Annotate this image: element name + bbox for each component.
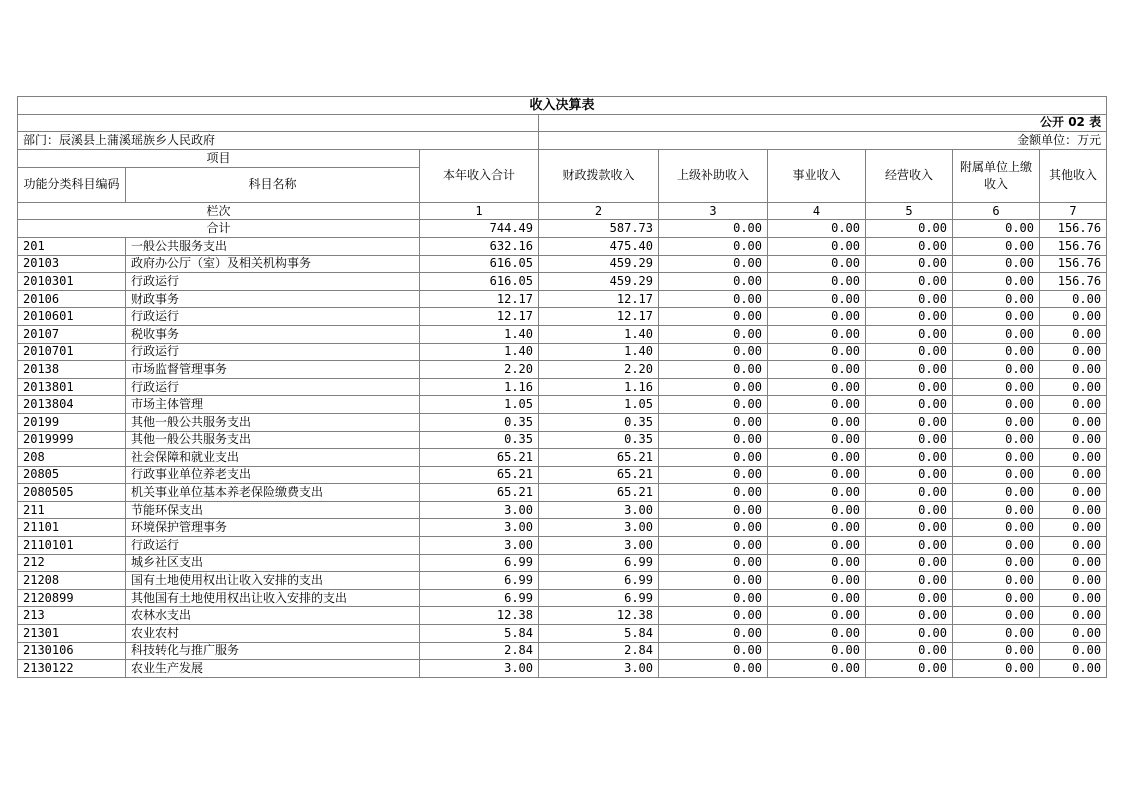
amount-cell: 0.00 [866,361,953,379]
table-row [18,396,1107,414]
subject-name-cell: 市场监督管理事务 [126,361,420,379]
func-code-cell: 2019999 [18,431,126,449]
total-value: 0.00 [768,220,866,238]
amount-cell: 0.00 [866,237,953,255]
table-row [18,501,1107,519]
table-row [18,361,1107,379]
amount-cell: 0.00 [866,413,953,431]
amount-cell: 0.00 [866,396,953,414]
amount-cell: 0.00 [768,325,866,343]
amount-cell: 0.00 [953,290,1040,308]
blank-cell [18,114,539,132]
column-header: 附属单位上缴收入 [953,149,1040,202]
amount-cell: 0.00 [768,361,866,379]
form-number: 公开 02 表 [539,114,1107,132]
amount-cell: 0.00 [659,378,768,396]
amount-cell: 0.00 [768,413,866,431]
amount-cell: 0.00 [1040,572,1107,590]
amount-cell: 2.84 [539,642,659,660]
amount-cell: 0.00 [768,466,866,484]
seq-label: 栏次 [18,202,420,220]
amount-cell: 0.00 [768,625,866,643]
subject-name-cell: 机关事业单位基本养老保险缴费支出 [126,484,420,502]
func-code-cell: 20138 [18,361,126,379]
table-row [18,607,1107,625]
amount-cell: 0.00 [768,290,866,308]
amount-cell: 0.00 [866,642,953,660]
table-row [18,255,1107,273]
func-code-cell: 20107 [18,325,126,343]
func-code-cell: 2010701 [18,343,126,361]
table-row [18,589,1107,607]
amount-cell: 156.76 [1040,237,1107,255]
subject-name-cell: 行政事业单位养老支出 [126,466,420,484]
total-value: 0.00 [866,220,953,238]
amount-cell: 0.00 [1040,554,1107,572]
func-code-cell: 2013804 [18,396,126,414]
amount-cell: 0.00 [768,519,866,537]
amount-cell: 0.00 [768,554,866,572]
subject-name-cell: 行政运行 [126,378,420,396]
subject-name-cell: 农业生产发展 [126,660,420,678]
amount-cell: 0.00 [866,255,953,273]
func-code-cell: 212 [18,554,126,572]
func-code-cell: 211 [18,501,126,519]
amount-cell: 0.00 [953,484,1040,502]
amount-cell: 0.00 [659,308,768,326]
amount-unit-label: 金额单位：万元 [539,132,1107,150]
amount-cell: 1.16 [539,378,659,396]
subject-name-cell: 其他一般公共服务支出 [126,431,420,449]
func-code-cell: 21101 [18,519,126,537]
seq-number: 1 [420,202,539,220]
amount-cell: 3.00 [420,501,539,519]
item-header: 项目 [18,149,420,167]
table-row [18,484,1107,502]
total-label: 合计 [18,220,420,238]
amount-cell: 1.40 [420,325,539,343]
amount-cell: 0.00 [659,484,768,502]
amount-cell: 0.00 [659,537,768,555]
amount-cell: 0.00 [1040,396,1107,414]
amount-cell: 3.00 [539,519,659,537]
table-row [18,519,1107,537]
amount-cell: 12.17 [539,290,659,308]
amount-cell: 0.00 [953,361,1040,379]
amount-cell: 0.00 [953,607,1040,625]
amount-cell: 0.00 [953,554,1040,572]
amount-cell: 0.00 [1040,308,1107,326]
amount-cell: 6.99 [420,572,539,590]
amount-cell: 0.00 [1040,466,1107,484]
amount-cell: 3.00 [539,537,659,555]
amount-cell: 0.00 [768,501,866,519]
amount-cell: 12.38 [420,607,539,625]
seq-number: 7 [1040,202,1107,220]
amount-cell: 0.00 [768,255,866,273]
amount-cell: 0.00 [866,290,953,308]
table-row [18,466,1107,484]
amount-cell: 0.00 [659,501,768,519]
dept-row [18,132,1107,150]
total-value: 0.00 [659,220,768,238]
func-code-cell: 2010601 [18,308,126,326]
amount-cell: 459.29 [539,273,659,291]
amount-cell: 0.00 [1040,484,1107,502]
total-value: 156.76 [1040,220,1107,238]
table-row [18,572,1107,590]
amount-cell: 0.00 [953,537,1040,555]
subject-name-cell: 其他国有土地使用权出让收入安排的支出 [126,589,420,607]
amount-cell: 1.05 [539,396,659,414]
amount-cell: 6.99 [539,572,659,590]
amount-cell: 12.17 [539,308,659,326]
amount-cell: 0.00 [953,273,1040,291]
amount-cell: 6.99 [539,589,659,607]
func-code-cell: 20805 [18,466,126,484]
amount-cell: 0.00 [953,431,1040,449]
amount-cell: 0.00 [768,572,866,590]
table-row [18,431,1107,449]
amount-cell: 156.76 [1040,255,1107,273]
income-statement-table [17,96,1107,678]
amount-cell: 0.00 [659,396,768,414]
amount-cell: 0.00 [953,501,1040,519]
func-code-cell: 2120899 [18,589,126,607]
amount-cell: 0.35 [420,413,539,431]
header-row-1 [18,149,1107,167]
amount-cell: 0.00 [953,642,1040,660]
subject-name-cell: 行政运行 [126,343,420,361]
column-header: 财政拨款收入 [539,149,659,202]
amount-cell: 6.99 [539,554,659,572]
func-code-cell: 213 [18,607,126,625]
column-header: 其他收入 [1040,149,1107,202]
amount-cell: 0.00 [659,572,768,590]
amount-cell: 1.16 [420,378,539,396]
amount-cell: 0.00 [866,308,953,326]
amount-cell: 3.00 [420,537,539,555]
amount-cell: 0.00 [659,255,768,273]
total-value: 587.73 [539,220,659,238]
subject-name-cell: 其他一般公共服务支出 [126,413,420,431]
amount-cell: 0.00 [866,449,953,467]
amount-cell: 0.00 [1040,607,1107,625]
column-header: 事业收入 [768,149,866,202]
amount-cell: 0.00 [866,589,953,607]
amount-cell: 0.00 [953,660,1040,678]
seq-number: 4 [768,202,866,220]
amount-cell: 1.40 [420,343,539,361]
amount-cell: 0.00 [768,484,866,502]
subject-name-cell: 节能环保支出 [126,501,420,519]
amount-cell: 0.00 [953,625,1040,643]
amount-cell: 0.00 [953,378,1040,396]
amount-cell: 0.00 [1040,343,1107,361]
subject-name-cell: 市场主体管理 [126,396,420,414]
func-code-cell: 2013801 [18,378,126,396]
func-code-cell: 20106 [18,290,126,308]
amount-cell: 0.00 [953,237,1040,255]
amount-cell: 12.38 [539,607,659,625]
subject-name-cell: 一般公共服务支出 [126,237,420,255]
subject-name-cell: 国有土地使用权出让收入安排的支出 [126,572,420,590]
amount-cell: 65.21 [420,484,539,502]
seq-number: 3 [659,202,768,220]
amount-cell: 0.00 [866,607,953,625]
amount-cell: 0.00 [659,237,768,255]
func-code-cell: 21301 [18,625,126,643]
seq-number: 6 [953,202,1040,220]
amount-cell: 475.40 [539,237,659,255]
amount-cell: 0.35 [539,413,659,431]
total-value: 0.00 [953,220,1040,238]
subject-name-cell: 财政事务 [126,290,420,308]
amount-cell: 0.00 [953,413,1040,431]
amount-cell: 0.00 [1040,431,1107,449]
amount-cell: 0.00 [1040,413,1107,431]
func-code-cell: 2130106 [18,642,126,660]
amount-cell: 0.00 [659,466,768,484]
amount-cell: 0.00 [1040,449,1107,467]
amount-cell: 0.00 [953,589,1040,607]
subject-name-cell: 行政运行 [126,537,420,555]
func-code-cell: 2110101 [18,537,126,555]
amount-cell: 0.00 [1040,519,1107,537]
func-code-cell: 21208 [18,572,126,590]
amount-cell: 0.00 [866,660,953,678]
amount-cell: 0.00 [768,378,866,396]
amount-cell: 0.00 [1040,501,1107,519]
subject-name-cell: 农业农村 [126,625,420,643]
subject-name-cell: 政府办公厅（室）及相关机构事务 [126,255,420,273]
amount-cell: 0.00 [953,572,1040,590]
table-row [18,642,1107,660]
amount-cell: 0.00 [1040,378,1107,396]
amount-cell: 0.00 [768,431,866,449]
amount-cell: 0.00 [953,343,1040,361]
subject-name-cell: 城乡社区支出 [126,554,420,572]
amount-cell: 0.00 [866,325,953,343]
amount-cell: 0.00 [659,413,768,431]
amount-cell: 1.40 [539,343,659,361]
amount-cell: 5.84 [539,625,659,643]
amount-cell: 0.00 [866,625,953,643]
amount-cell: 3.00 [420,660,539,678]
amount-cell: 0.00 [659,290,768,308]
subject-name-cell: 科技转化与推广服务 [126,642,420,660]
table-row [18,554,1107,572]
amount-cell: 0.00 [768,642,866,660]
func-code-cell: 201 [18,237,126,255]
table-row [18,308,1107,326]
amount-cell: 65.21 [539,466,659,484]
amount-cell: 0.00 [1040,660,1107,678]
amount-cell: 0.00 [659,273,768,291]
table-row [18,343,1107,361]
amount-cell: 0.00 [953,308,1040,326]
amount-cell: 0.00 [768,449,866,467]
func-code-cell: 2080505 [18,484,126,502]
amount-cell: 0.00 [953,325,1040,343]
amount-cell: 0.00 [768,537,866,555]
amount-cell: 0.00 [659,625,768,643]
report-title: 收入决算表 [18,97,1107,115]
amount-cell: 0.00 [953,255,1040,273]
amount-cell: 0.00 [768,396,866,414]
func-code-cell: 208 [18,449,126,467]
amount-cell: 0.00 [768,308,866,326]
amount-cell: 0.00 [768,660,866,678]
amount-cell: 0.35 [539,431,659,449]
func-code-cell: 2010301 [18,273,126,291]
amount-cell: 12.17 [420,308,539,326]
amount-cell: 1.05 [420,396,539,414]
amount-cell: 65.21 [420,449,539,467]
func-code-cell: 20199 [18,413,126,431]
amount-cell: 0.00 [659,554,768,572]
amount-cell: 0.00 [768,273,866,291]
total-row [18,220,1107,238]
amount-cell: 3.00 [539,501,659,519]
subject-name-cell: 社会保障和就业支出 [126,449,420,467]
amount-cell: 0.00 [659,431,768,449]
amount-cell: 2.20 [539,361,659,379]
func-code-cell: 2130122 [18,660,126,678]
amount-cell: 6.99 [420,589,539,607]
table-row [18,237,1107,255]
amount-cell: 0.00 [866,554,953,572]
amount-cell: 0.00 [659,325,768,343]
amount-cell: 0.00 [768,607,866,625]
subject-name-cell: 行政运行 [126,273,420,291]
amount-cell: 12.17 [420,290,539,308]
func-code-cell: 20103 [18,255,126,273]
amount-cell: 65.21 [539,449,659,467]
table-row [18,325,1107,343]
amount-cell: 0.00 [866,378,953,396]
amount-cell: 0.00 [866,519,953,537]
subject-name-cell: 环境保护管理事务 [126,519,420,537]
amount-cell: 0.00 [768,589,866,607]
amount-cell: 0.00 [1040,361,1107,379]
form-no-row [18,114,1107,132]
amount-cell: 0.00 [659,343,768,361]
amount-cell: 616.05 [420,273,539,291]
amount-cell: 0.00 [866,501,953,519]
amount-cell: 6.99 [420,554,539,572]
table-row [18,273,1107,291]
amount-cell: 459.29 [539,255,659,273]
column-header: 经营收入 [866,149,953,202]
amount-cell: 0.00 [866,273,953,291]
subject-name-cell: 行政运行 [126,308,420,326]
table-row [18,413,1107,431]
seq-number: 2 [539,202,659,220]
amount-cell: 0.00 [1040,625,1107,643]
amount-cell: 0.00 [866,466,953,484]
amount-cell: 5.84 [420,625,539,643]
amount-cell: 0.00 [953,466,1040,484]
amount-cell: 0.00 [768,237,866,255]
amount-cell: 156.76 [1040,273,1107,291]
amount-cell: 0.00 [659,589,768,607]
department-label: 部门：辰溪县上蒲溪瑶族乡人民政府 [18,132,539,150]
title-row [18,97,1107,115]
amount-cell: 0.00 [659,607,768,625]
amount-cell: 0.00 [659,660,768,678]
table-row [18,378,1107,396]
total-value: 744.49 [420,220,539,238]
amount-cell: 616.05 [420,255,539,273]
amount-cell: 3.00 [420,519,539,537]
amount-cell: 0.00 [866,537,953,555]
amount-cell: 0.00 [1040,325,1107,343]
amount-cell: 0.00 [866,572,953,590]
amount-cell: 0.00 [659,361,768,379]
table-row [18,660,1107,678]
subject-name-header: 科目名称 [126,167,420,202]
amount-cell: 0.00 [953,396,1040,414]
amount-cell: 2.20 [420,361,539,379]
amount-cell: 0.00 [659,642,768,660]
subject-name-cell: 农林水支出 [126,607,420,625]
amount-cell: 0.00 [1040,537,1107,555]
func-code-header: 功能分类科目编码 [18,167,126,202]
amount-cell: 0.00 [953,519,1040,537]
amount-cell: 0.00 [768,343,866,361]
amount-cell: 0.00 [866,431,953,449]
amount-cell: 3.00 [539,660,659,678]
column-header: 上级补助收入 [659,149,768,202]
amount-cell: 1.40 [539,325,659,343]
amount-cell: 0.00 [1040,290,1107,308]
amount-cell: 65.21 [539,484,659,502]
amount-cell: 632.16 [420,237,539,255]
amount-cell: 0.00 [659,449,768,467]
subject-name-cell: 税收事务 [126,325,420,343]
amount-cell: 0.00 [1040,589,1107,607]
table-row [18,449,1107,467]
amount-cell: 0.00 [953,449,1040,467]
amount-cell: 0.00 [1040,642,1107,660]
table-row [18,625,1107,643]
table-row [18,537,1107,555]
table-row [18,290,1107,308]
amount-cell: 0.35 [420,431,539,449]
amount-cell: 0.00 [866,343,953,361]
seq-row [18,202,1107,220]
amount-cell: 2.84 [420,642,539,660]
amount-cell: 0.00 [659,519,768,537]
column-header: 本年收入合计 [420,149,539,202]
amount-cell: 65.21 [420,466,539,484]
seq-number: 5 [866,202,953,220]
amount-cell: 0.00 [866,484,953,502]
